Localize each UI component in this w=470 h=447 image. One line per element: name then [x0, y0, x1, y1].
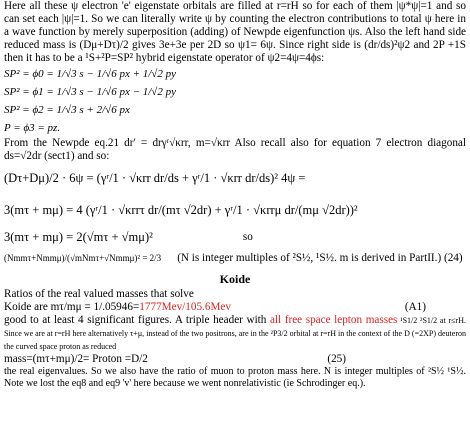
newpde-paragraph: From the Newpde eq.21 dr′ = drγʳ√κrr, m=√κrr Also recall also for equation 7 electron diagonal ds=√2dr (sect1) and so:	[4, 137, 466, 162]
equation-reduced-mass: (Dτ+Dμ)/2 · 6ψ = (γʳ/1 · √κrr dr/ds + γʳ/1 · √κrr dr/ds)² 4ψ =	[4, 171, 306, 185]
so-label: so	[242, 231, 253, 243]
reduced-mass-equation: mass=(mτ+mμ)/2= Proton =D/2	[4, 353, 148, 365]
sp2-line: SP² = ϕ0 = 1/√3 s − 1/√6 px + 1/√2 py	[4, 68, 176, 80]
triple-header-text-a: good to at least 4 significant figures. A triple header with	[4, 314, 270, 326]
mass-equations	[4, 163, 466, 269]
p-line: P = ϕ3 = pz.	[4, 122, 61, 134]
triple-header-paragraph	[4, 314, 466, 353]
sp2-line: SP² = ϕ1 = 1/√3 s − 1/√6 px − 1/√2 py	[4, 86, 176, 98]
free-lepton-masses-highlight: all free space lepton masses	[269, 314, 398, 326]
triple-header-text-b: ¹S1/2 ²S1/2 at r≤rH. Since we are at r=rH here alternatively τ+μ, instead of the two positrons, are in the ²P3/2 orbital at r=rH in the context of the D (=2XP) deuteron the curved space proton as reduced	[4, 316, 466, 351]
equation-tau-mu: 3(mτ + mμ) = 4 (γʳ/1 · √κrrτ dr/(mτ √2dr) + γʳ/1 · √κrrμ dr/(mμ √2dr))²	[4, 203, 358, 217]
koide-heading: Koide	[219, 272, 251, 286]
mass-line	[4, 353, 466, 366]
koide-mass-values: 1777Mev/105.6Mev	[139, 301, 231, 313]
koide-line-1: Ratios of the real valued masses that solve	[4, 288, 194, 300]
intro-paragraph: Here all these ψ electron 'e' eigenstate orbitals are filled at r=rH so for each of them |ψ*ψ|=1 and so can set each |ψ|=1. So we can literally write ψ by counting the electron contributions to total ψ here in a wave function by merely superposition (adding) of Newpde eigenfunction ψs. Also the left hand side reduced mass is (Dμ+Dτ)/2 gives 3e+3e per 2D so ψ1= 6ψ. Since right side is (dr/ds)²ψ2 and 2P +1S then it has to be a ¹S+²P=SP² hybrid eigenstate operator of ψ2=4ψ=4ϕs:	[4, 0, 466, 64]
sp2-line: SP² = ϕ2 = 1/√3 s + 2/√6 px	[4, 104, 130, 116]
equation-number-a1: (A1)	[404, 301, 426, 313]
closing-paragraph: the real eigenvalues. So we also have the ratio of muon to proton mass here. N is integer multiples of ²S½ ¹S½. Note we lost the eq8 and eq9 'v' here because we went nonrelativistic (ie Schrodinger eq.).	[4, 366, 466, 389]
koide-ratio-text: Koide are mτ/mμ = 1/.05946=	[4, 301, 140, 313]
sp2-equations	[4, 65, 466, 137]
equation-ratio: (Nmmτ+Nmmμ)/(√mNmτ+√Nmmμ)² = 2/3	[4, 253, 162, 263]
equation-24-note: (N is integer multiples of ²S½, ¹S½. m is derived in PartII.) (24)	[177, 252, 463, 264]
koide-line-2	[4, 301, 466, 314]
equation-number-25: (25)	[327, 353, 346, 365]
equation-sqrt-sum: 3(mτ + mμ) = 2(√mτ + √mμ)²	[4, 230, 153, 244]
